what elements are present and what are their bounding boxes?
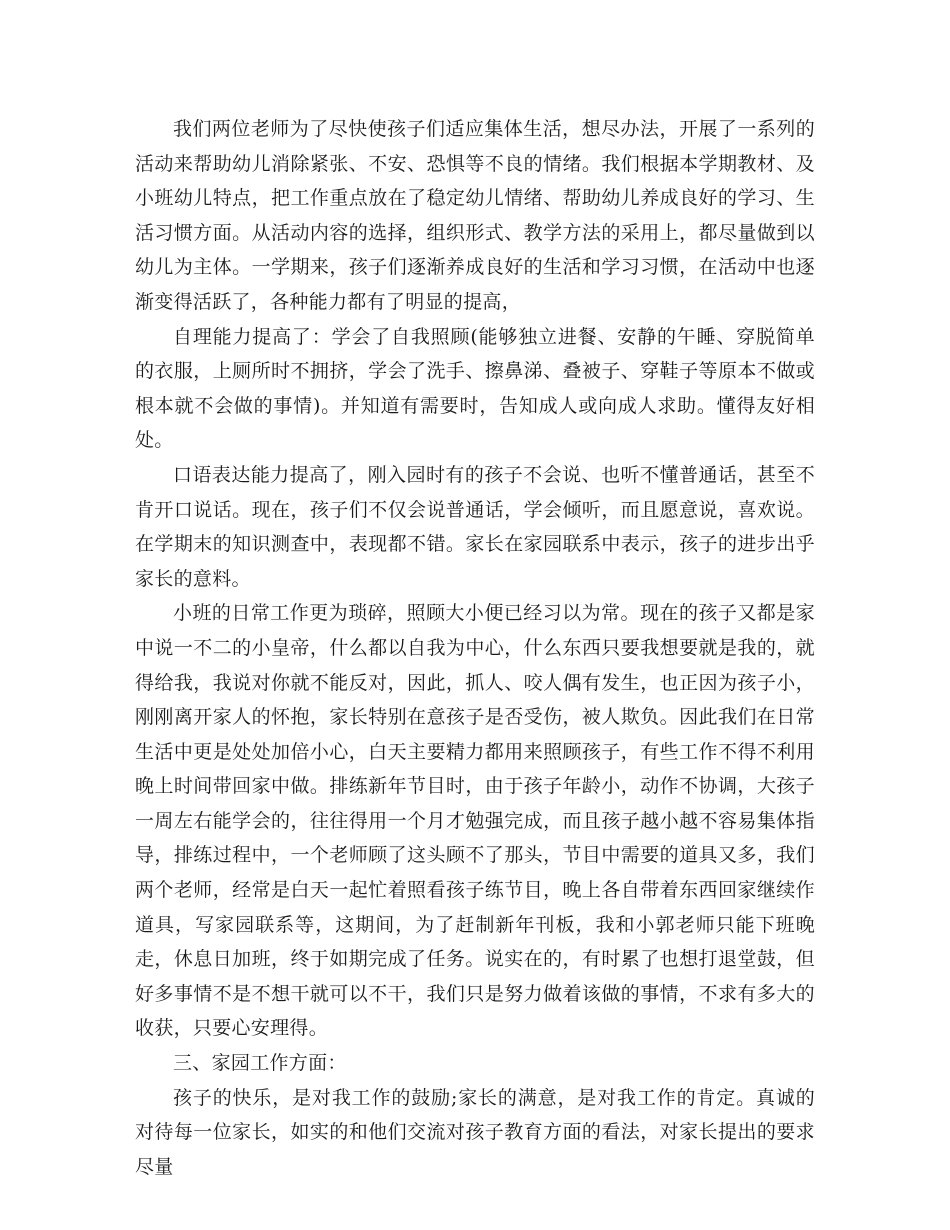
section-heading-home-school: 三、家园工作方面：	[173, 1052, 347, 1075]
paragraph-self-care: 自理能力提高了：学会了自我照顾(能够独立进餐、安静的午睡、穿脱简单的衣服，上厕所时不拥挤，学会了洗手、擦鼻涕、叠被子、穿鞋子等原本不做或根本就不会做的事情)。并知道有需要时，告知成人或向成人求助。懂得友好相处。	[135, 325, 815, 452]
paragraph-adaptation: 我们两位老师为了尽快使孩子们适应集体生活，想尽办法，开展了一系列的活动来帮助幼儿消除紧张、不安、恐惧等不良的情绪。我们根据本学期教材、及小班幼儿特点，把工作重点放在了稳定幼儿情绪、帮助幼儿养成良好的学习、生活习惯方面。从活动内容的选择，组织形式、教学方法的采用上，都尽量做到以幼儿为主体。一学期来，孩子们逐渐养成良好的生活和学习习惯，在活动中也逐渐变得活跃了，各种能力都有了明显的提高，	[135, 118, 815, 313]
paragraph-language: 口语表达能力提高了，刚入园时有的孩子不会说、也听不懂普通话，甚至不肯开口说话。现在，孩子们不仅会说普通话，学会倾听，而且愿意说，喜欢说。在学期末的知识测查中，表现都不错。家长在家园联系中表示，孩子的进步出乎家长的意料。	[135, 463, 815, 590]
document-body	[135, 112, 815, 1184]
paragraph-daily-work: 小班的日常工作更为琐碎，照顾大小便已经习以为常。现在的孩子又都是家中说一不二的小皇帝，什么都以自我为中心，什么东西只要我想要就是我的，就得给我，我说对你就不能反对，因此，抓人、咬人偶有发生，也正因为孩子小，刚刚离开家人的怀抱，家长特别在意孩子是否受伤，被人欺负。因此我们在日常生活中更是处处加倍小心，白天主要精力都用来照顾孩子，有些工作不得不利用晚上时间带回家中做。排练新年节目时，由于孩子年龄小，动作不协调，大孩子一周左右能学会的，往往得用一个月才勉强完成，而且孩子越小越不容易集体指导，排练过程中，一个老师顾了这头顾不了那头，节目中需要的道具又多，我们两个老师，经常是白天一起忙着照看孩子练节目，晚上各自带着东西回家继续作道具，写家园联系等，这期间，为了赶制新年刊板，我和小郭老师只能下班晚走，休息日加班，终于如期完成了任务。说实在的，有时累了也想打退堂鼓，但好多事情不是不想干就可以不干，我们只是努力做着该做的事情，不求有多大的收获，只要心安理得。	[135, 602, 815, 1040]
paragraph-parents: 孩子的快乐，是对我工作的鼓励;家长的满意，是对我工作的肯定。真诚的对待每一位家长，如实的和他们交流对孩子教育方面的看法，对家长提出的要求尽量	[135, 1086, 815, 1178]
